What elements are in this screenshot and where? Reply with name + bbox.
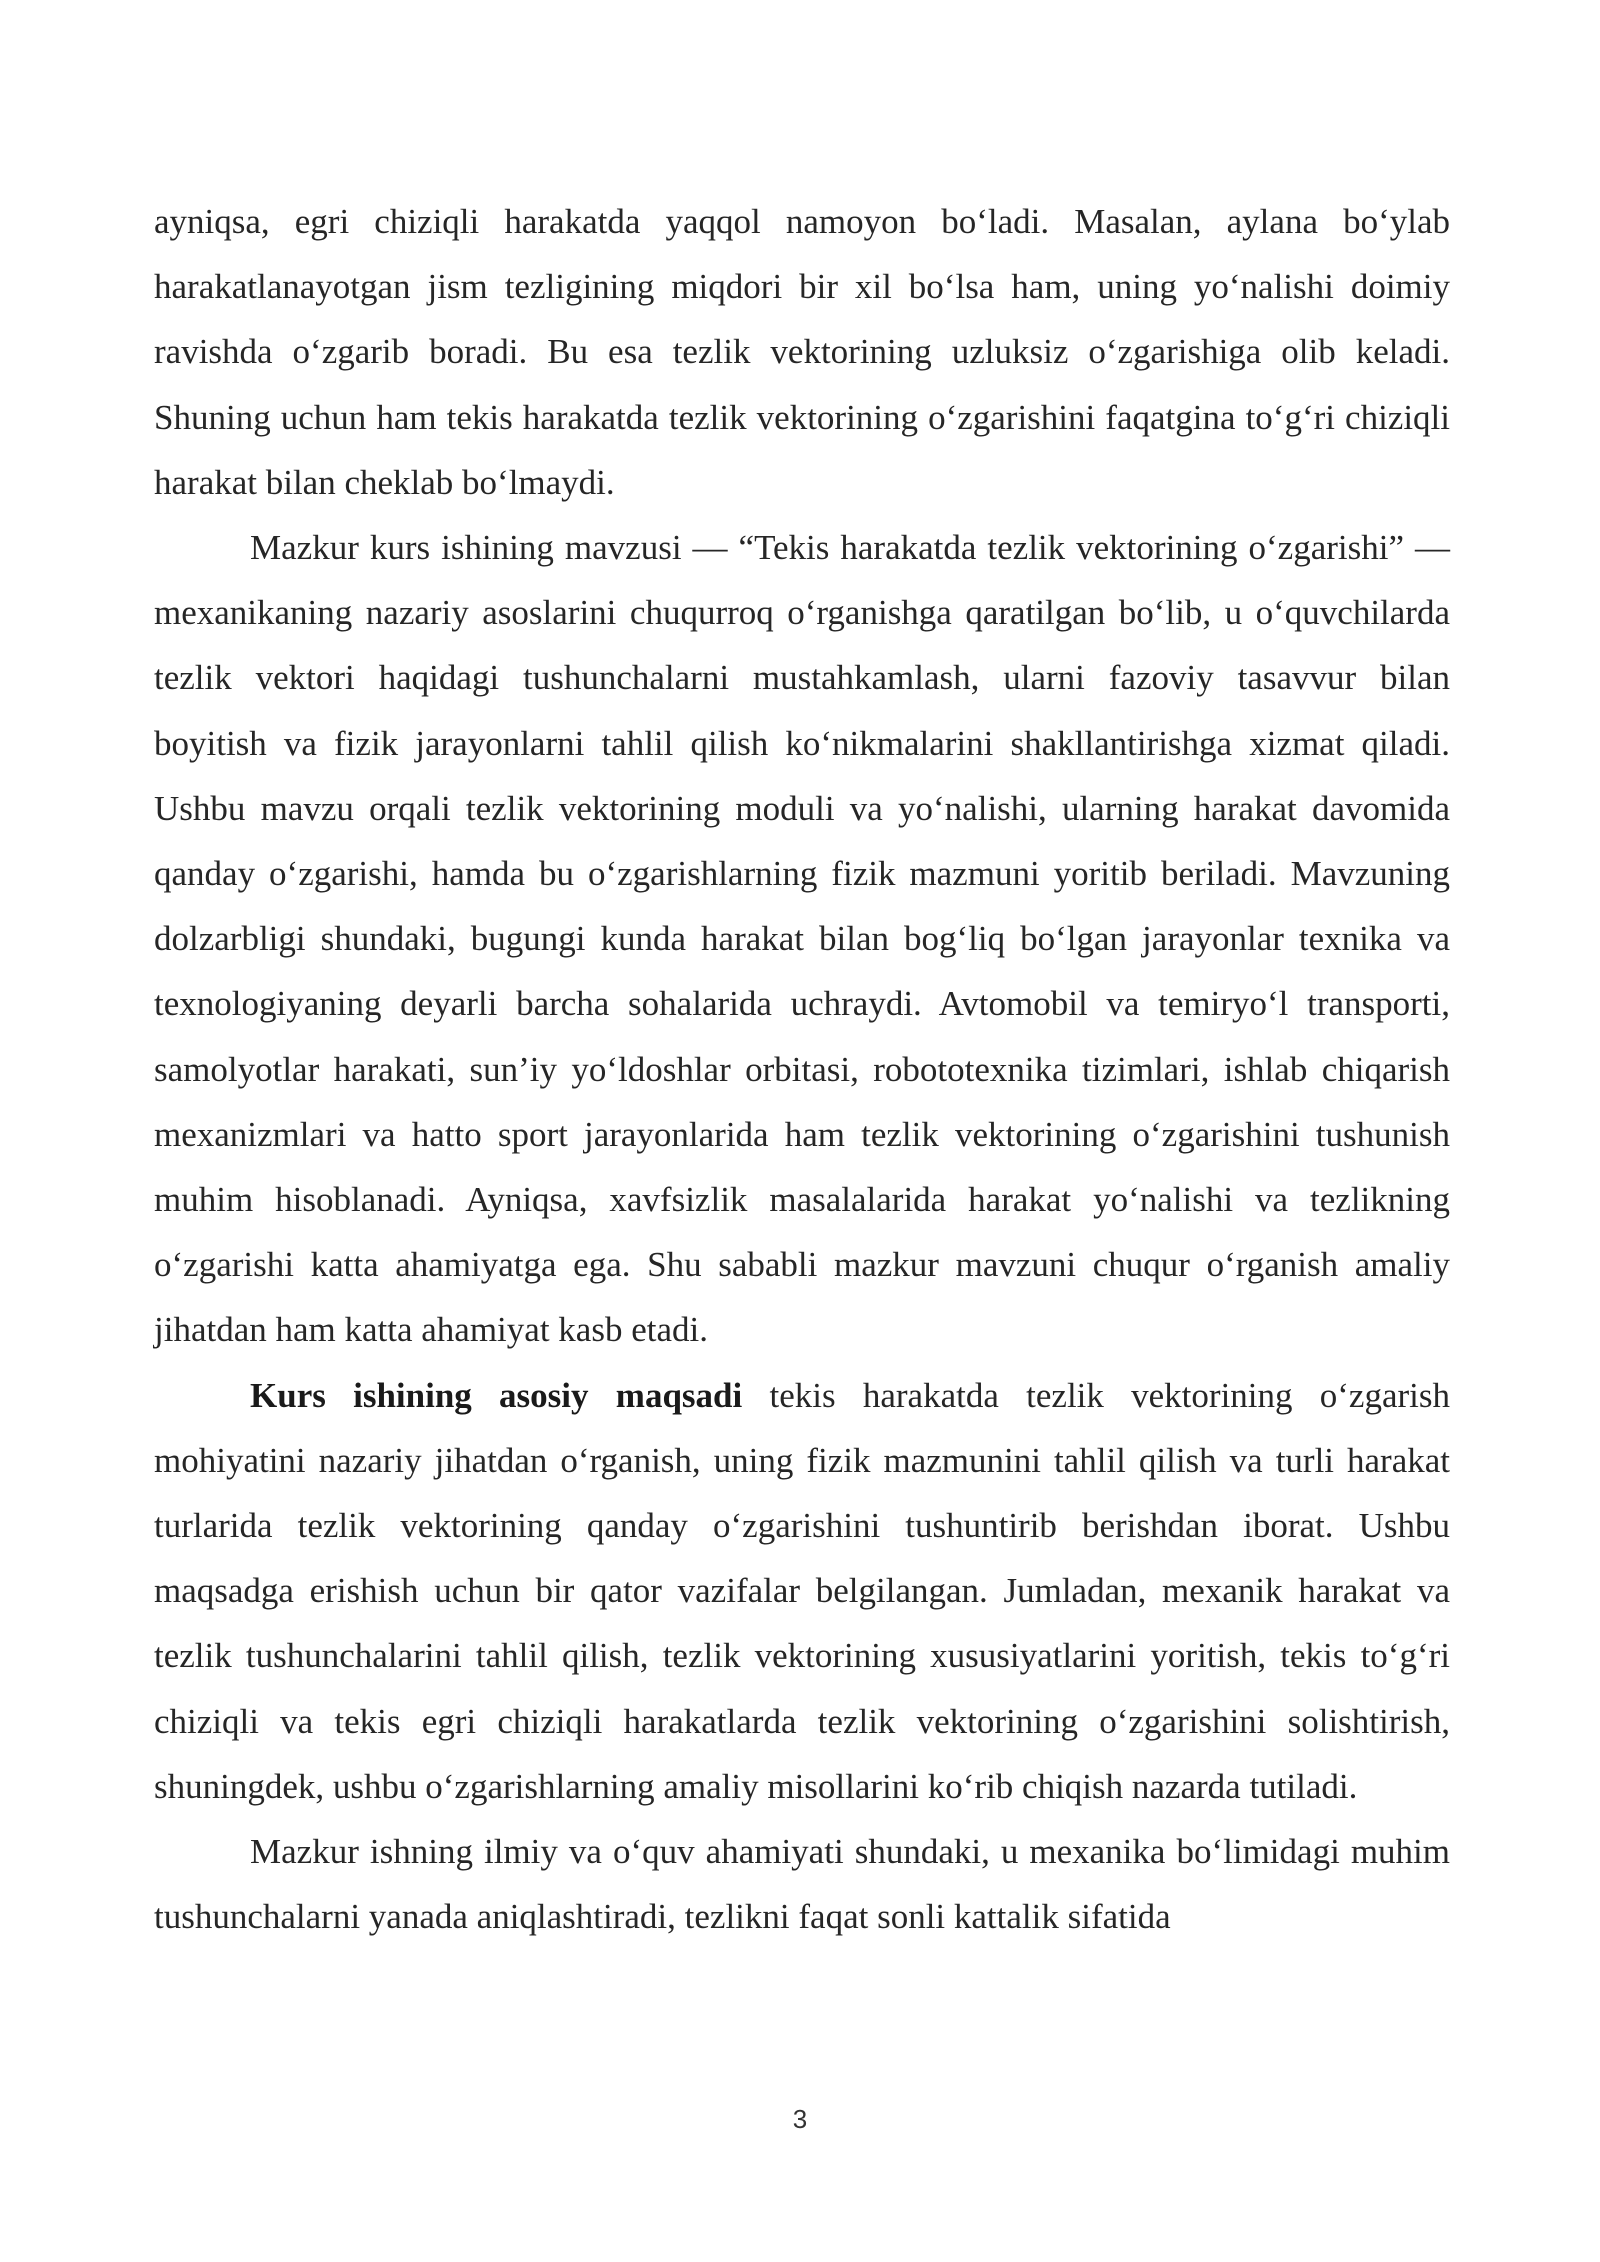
paragraph-2-text: Mazkur kurs ishining mavzusi — “Tekis harakatda tezlik vektorining o‘zgarishi” — mexanikaning nazariy asoslarini chuqurroq o‘rganishga qaratilgan bo‘lib, u o‘quvchilarda tezlik vektori haqidagi tushunchalarni mustahkamlash, ularni fazoviy tasavvur bilan boyitish va fizik jarayonlarni tahlil qilish ko‘nikmalarini shakllantirishga xizmat qiladi. Ushbu mavzu orqali tezlik vektorining moduli va yo‘nalishi, ularning harakat davomida qanday o‘zgarishi, hamda bu o‘zgarishlarning fizik mazmuni yoritib beriladi. Mavzuning dolzarbligi shundaki, bugungi kunda harakat bilan bog‘liq bo‘lgan jarayonlar texnika va texnologiyaning deyarli barcha sohalarida uchraydi. Avtomobil va temiryo‘l transporti, samolyotlar harakati, sun’iy yo‘ldoshlar orbitasi, robototexnika tizimlari, ishlab chiqarish mexanizmlari va hatto sport jarayonlarida ham tezlik vektorining o‘zgarishini tushunish muhim hisoblanadi. Ayniqsa, xavfsizlik masalalarida harakat yo‘nalishi va tezlikning o‘zgarishi katta ahamiyatga ega. Shu sababli mazkur mavzuni chuqur o‘rganish amaliy jihatdan ham katta ahamiyat kasb etadi. (154, 528, 1450, 1350)
paragraph-1-text: ayniqsa, egri chiziqli harakatda yaqqol namoyon bo‘ladi. Masalan, aylana bo‘ylab harakatlanayotgan jism tezligining miqdori bir xil bo‘lsa ham, uning yo‘nalishi doimiy ravishda o‘zgarib boradi. Bu esa tezlik vektorining uzluksiz o‘zgarishiga olib keladi. Shuning uchun ham tekis harakatda tezlik vektorining o‘zgarishini faqatgina to‘g‘ri chiziqli harakat bilan cheklab bo‘lmaydi. (154, 202, 1450, 502)
paragraph-4-text: Mazkur ishning ilmiy va o‘quv ahamiyati shundaki, u mexanika bo‘limidagi muhim tushunchalarni yanada aniqlashtiradi, tezlikni faqat sonli kattalik sifatida (154, 1832, 1450, 1937)
paragraph-3-text: tekis harakatda tezlik vektorining o‘zgarish mohiyatini nazariy jihatdan o‘rganish, uning fizik mazmunini tahlil qilish va turli harakat turlarida tezlik vektorining qanday o‘zgarishini tushuntirib berishdan iborat. Ushbu maqsadga erishish uchun bir qator vazifalar belgilangan. Jumladan, mexanik harakat va tezlik tushunchalarini tahlil qilish, tezlik vektorining xususiyatlarini yoritish, tekis to‘g‘ri chiziqli va tekis egri chiziqli harakatlarda tezlik vektorining o‘zgarishini solishtirish, shuningdek, ushbu o‘zgarishlarning amaliy misollarini ko‘rib chiqish nazarda tutiladi. (154, 1375, 1451, 1806)
paragraph-4 (154, 1819, 1450, 1949)
document-body (154, 189, 1450, 1949)
paragraph-2 (154, 515, 1450, 1363)
paragraph-3 (154, 1363, 1450, 1819)
page-number: 3 (792, 2104, 808, 2134)
paragraph-3-bold-lead: Kurs ishining asosiy maqsadi (250, 1375, 743, 1415)
paragraph-1 (154, 189, 1450, 515)
